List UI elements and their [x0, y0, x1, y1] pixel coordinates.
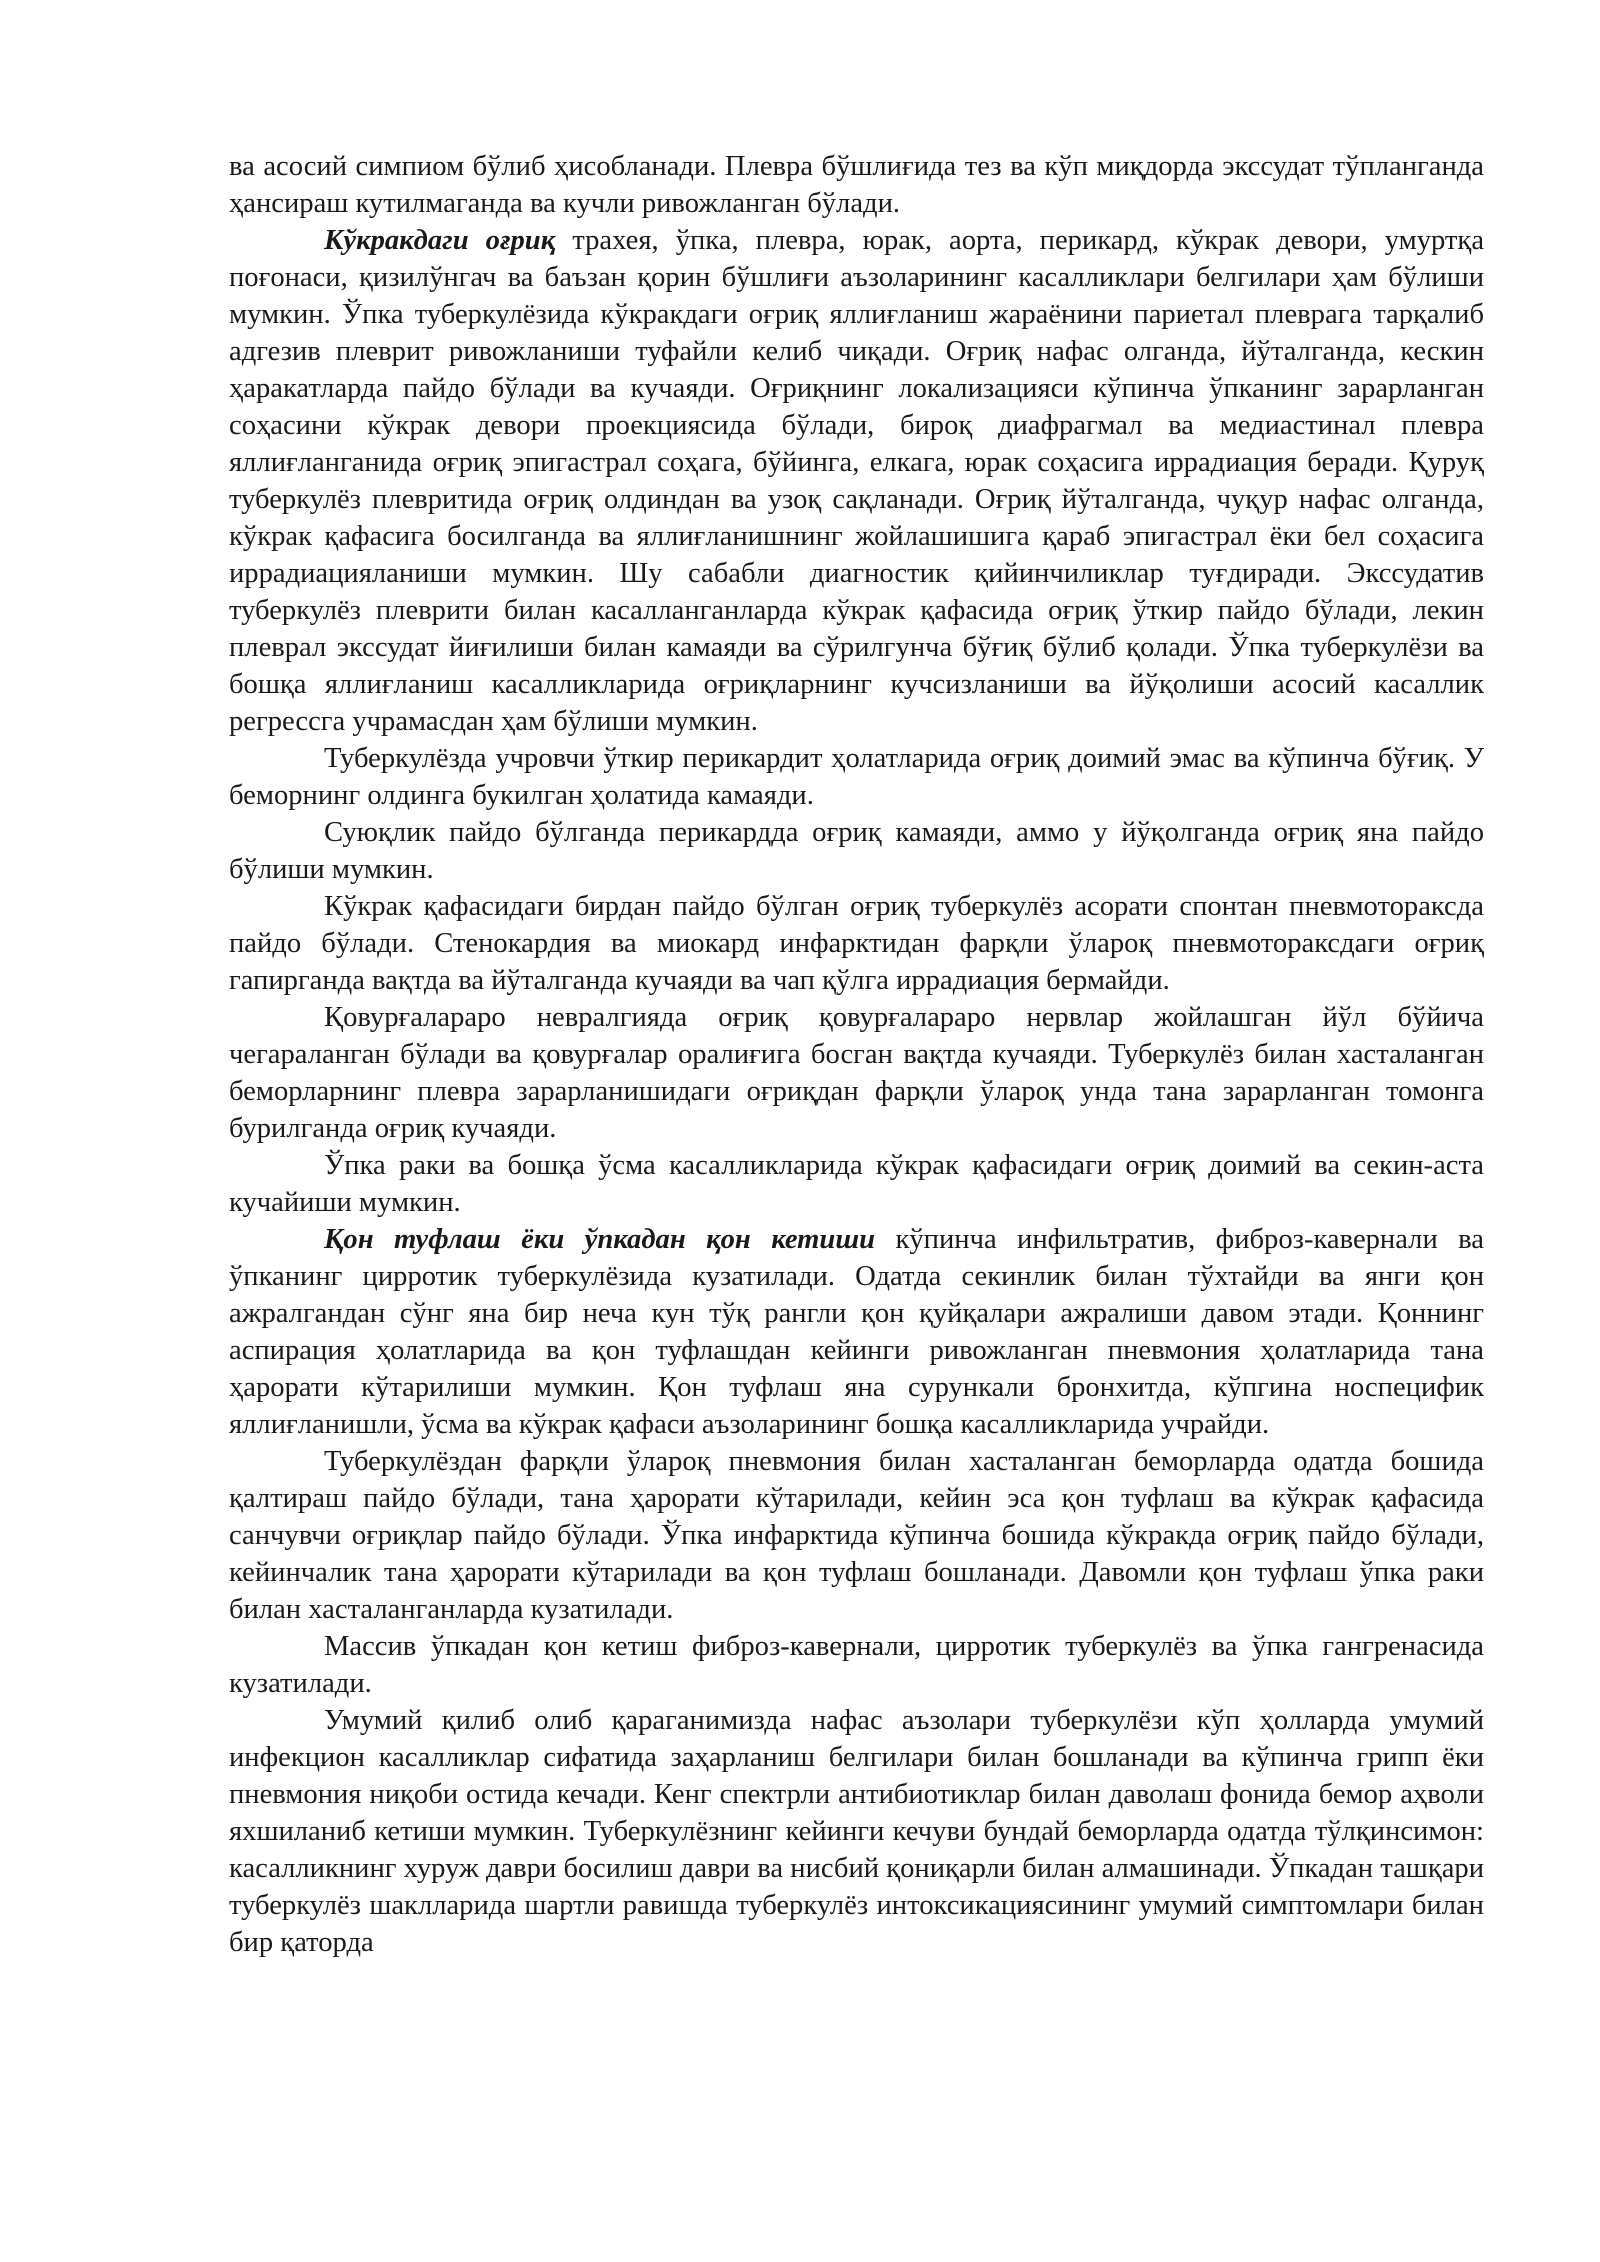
paragraph-9: [229, 1443, 1484, 1628]
paragraph-2-text: трахея, ўпка, плевра, юрак, аорта, перикард, кўкрак девори, умуртқа поғонаси, қизилўнгач ва баъзан қорин бўшлиғи аъзоларининг касалликлари белгилари ҳам бўлиши мумкин. Ўпка туберкулёзида кўкракдаги оғриқ яллиғланиш жараёнини париетал плеврага тарқалиб адгезив плеврит ривожланиши туфайли келиб чиқади. Оғриқ нафас олганда, йўталганда, кескин ҳаракатларда пайдо бўлади ва кучаяди. Оғриқнинг локализацияси кўпинча ўпканинг зарарланган соҳасини кўкрак девори проекциясида бўлади, бироқ диафрагмал ва медиастинал плевра яллиғланганида оғриқ эпигастрал соҳага, бўйинга, елкага, юрак соҳасига иррадиация беради. Қуруқ туберкулёз плевритида оғриқ олдиндан ва узоқ сақланади. Оғриқ йўталганда, чуқур нафас олганда, кўкрак қафасига босилганда ва яллиғланишнинг жойлашишига қараб эпигастрал ёки бел соҳасига иррадиацияланиши мумкин. Шу сабабли диагностик қийинчиликлар туғдиради. Экссудатив туберкулёз плеврити билан касалланганларда кўкрак қафасида оғриқ ўткир пайдо бўлади, лекин плеврал экссудат йиғилиши билан камаяди ва сўрилгунча бўғиқ бўлиб қолади. Ўпка туберкулёзи ва бошқа яллиғланиш касалликларида оғриқларнинг кучсизланиши ва йўқолиши асосий касаллик регрессга учрамасдан ҳам бўлиши мумкин.: [229, 225, 1485, 737]
paragraph-11-text: Умумий қилиб олиб қараганимизда нафас аъзолари туберкулёзи кўп ҳолларда умумий инфекцион касалликлар сифатида заҳарланиш белгилари билан бошланади ва кўпинча грипп ёки пневмония ниқоби остида кечади. Кенг спектрли антибиотиклар билан даволаш фонида бемор аҳволи яхшиланиб кетиши мумкин. Туберкулёзнинг кейинги кечуви бундай беморларда одатда тўлқинсимон: касалликнинг хуруж даври босилиш даври ва нисбий қониқарли билан алмашинади. Ўпкадан ташқари туберкулёз шаклларида шартли равишда туберкулёз интоксикациясининг умумий симптомлари билан бир қаторда: [229, 1705, 1484, 1958]
paragraph-5-text: Кўкрак қафасидаги бирдан пайдо бўлган оғриқ туберкулёз асорати спонтан пневмотораксда пайдо бўлади. Стенокардия ва миокард инфарктидан фарқли ўлароқ пневмотораксдаги оғриқ гапирганда вақтда ва йўталганда кучаяди ва чап қўлга иррадиация бермайди.: [229, 891, 1484, 996]
paragraph-9-text: Туберкулёздан фарқли ўлароқ пневмония билан хасталанган беморларда одатда бошида қалтираш пайдо бўлади, тана ҳарорати кўтарилади, кейин эса қон туфлаш ва кўкрак қафасида санчувчи оғриқлар пайдо бўлади. Ўпка инфарктида кўпинча бошида кўкракда оғриқ пайдо бўлади, кейинчалик тана ҳарорати кўтарилади ва қон туфлаш бошланади. Давомли қон туфлаш ўпка раки билан хасталанганларда кузатилади.: [229, 1446, 1484, 1625]
paragraph-10-text: Массив ўпкадан қон кетиш фиброз-кавернали, цирротик туберкулёз ва ўпка гангренасида кузатилади.: [229, 1631, 1484, 1699]
paragraph-8-heading: Қон туфлаш ёки ўпкадан қон кетиши: [324, 1224, 876, 1255]
paragraph-8: [229, 1221, 1484, 1443]
paragraph-4: [229, 814, 1484, 888]
paragraph-7-text: Ўпка раки ва бошқа ўсма касалликларида кўкрак қафасидаги оғриқ доимий ва секин-аста кучайиши мумкин.: [229, 1150, 1484, 1218]
document-page: [229, 148, 1484, 1961]
paragraph-1: [229, 148, 1484, 222]
paragraph-2: [229, 222, 1484, 740]
paragraph-8-text: кўпинча инфильтратив, фиброз-кавернали ва ўпканинг цирротик туберкулёзида кузатилади. Одатда секинлик билан тўхтайди ва янги қон ажралгандан сўнг яна бир неча кун тўқ рангли қон қуйқалари ажралиши давом этади. Қоннинг аспирация ҳолатларида ва қон туфлашдан кейинги ривожланган пневмония ҳолатларида тана ҳарорати кўтарилиши мумкин. Қон туфлаш яна сурункали бронхитда, кўпгина носпецифик яллиғланишли, ўсма ва кўкрак қафаси аъзоларининг бошқа касалликларида учрайди.: [229, 1224, 1484, 1440]
paragraph-3: [229, 740, 1484, 814]
paragraph-4-text: Суюқлик пайдо бўлганда перикардда оғриқ камаяди, аммо у йўқолганда оғриқ яна пайдо бўлиши мумкин.: [229, 817, 1484, 885]
paragraph-5: [229, 888, 1484, 999]
paragraph-11: [229, 1702, 1484, 1961]
paragraph-6: [229, 999, 1484, 1147]
paragraph-6-text: Қовурғалараро невралгияда оғриқ қовурғалараро нервлар жойлашган йўл бўйича чегараланган бўлади ва қовурғалар оралиғига босган вақтда кучаяди. Туберкулёз билан хасталанган беморларнинг плевра зарарланишидаги оғриқдан фарқли ўлароқ унда тана зарарланган томонга бурилганда оғриқ кучаяди.: [229, 1002, 1484, 1144]
paragraph-1-text: ва асосий симпиом бўлиб ҳисобланади. Плевра бўшлиғида тез ва кўп миқдорда экссудат тўпланганда ҳансираш кутилмаганда ва кучли ривожланган бўлади.: [229, 151, 1484, 219]
paragraph-2-heading: Кўкракдаги оғриқ: [324, 225, 556, 256]
paragraph-7: [229, 1147, 1484, 1221]
paragraph-10: [229, 1628, 1484, 1702]
paragraph-3-text: Туберкулёзда учровчи ўткир перикардит ҳолатларида оғриқ доимий эмас ва кўпинча бўғиқ. У беморнинг олдинга букилган ҳолатида камаяди.: [229, 743, 1484, 811]
